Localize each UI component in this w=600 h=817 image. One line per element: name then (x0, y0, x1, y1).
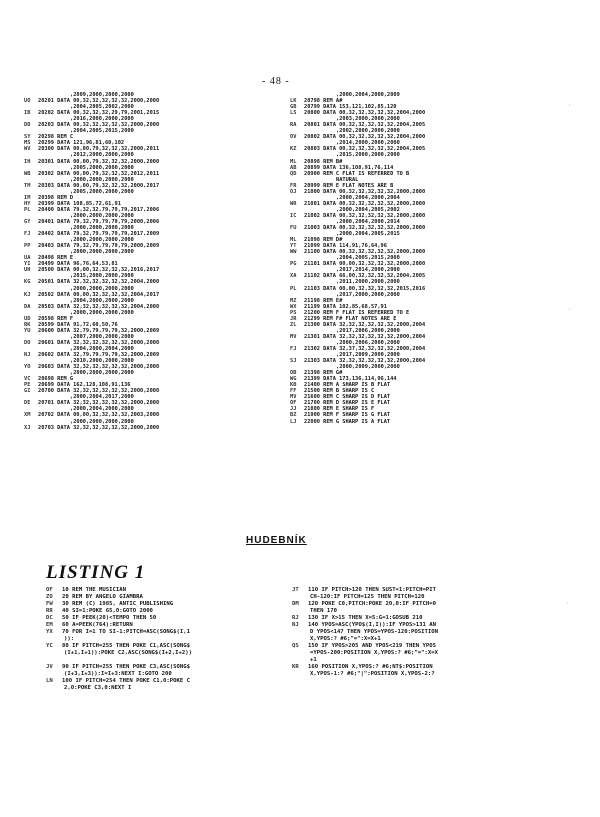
checksum-code: BZ (290, 412, 297, 419)
code-text: 21098 REM D# (304, 237, 343, 244)
code-text: 22000 REM G SHARP IS A FLAT (304, 418, 391, 425)
code-line (46, 636, 274, 643)
code-line (292, 671, 554, 678)
code-text: 160 POSITION X,YPOS:? #6;NT$:POSITION (308, 664, 433, 670)
code-text: ,2017,2014,2000,2000 (336, 267, 400, 274)
checksum-code: IB (24, 110, 31, 117)
code-text: 20498 REM E (38, 255, 74, 262)
code-text: ,2011,2000,2000,2000 (336, 279, 400, 286)
checksum-code: UH (24, 267, 31, 274)
code-text: 20501 DATA 32,32,32,32,32,32,2004,2000 (38, 279, 160, 286)
code-line (292, 622, 554, 629)
checksum-code: YT (290, 243, 297, 250)
checksum-code: YC (46, 643, 53, 649)
code-text: 21299 REM F# FLAT NOTES ARE E (304, 315, 397, 322)
code-text: ,2002,2000,2000,2000 (336, 128, 400, 135)
code-text: 21200 REM F FLAT IS REFERRED TO E (304, 309, 410, 316)
code-text: 20502 DATA 00,00,32,32,32,32,2004,2017 (38, 291, 160, 298)
code-text: 21000 DATA 00,32,32,32,32,32,2000,2000 (304, 188, 426, 195)
code-text: 130 IF X>15 THEN X=5:G=1:GOSUB 210 (308, 615, 423, 621)
code-text: 21102 DATA 66,00,32,32,32,32,2004,2005 (304, 273, 426, 280)
code-text: 21399 DATA 173,136,114,96,144 (304, 376, 397, 383)
code-text: 21300 DATA 32,32,32,32,32,32,2000,2004 (304, 321, 426, 328)
code-text: 20403 DATA 79,32,79,79,79,79,2000,2009 (38, 243, 160, 250)
code-text: 140 YPOS=ASC(YPO$(I,I)):IF YPOS>131 AN (308, 622, 436, 628)
code-line (46, 650, 274, 657)
checksum-code: EM (46, 622, 53, 628)
checksum-code: WG (290, 376, 297, 383)
code-text: 20701 DATA 32,32,32,32,32,32,2000,2000 (38, 400, 160, 407)
code-text: ,2000,2000,2000,2000 (70, 249, 134, 256)
checksum-code: PS (290, 309, 297, 316)
listing-column-left (24, 92, 282, 431)
checksum-code: JJ (290, 406, 297, 413)
code-text: 21100 DATA 00,32,32,32,32,32,2000,2000 (304, 249, 426, 256)
code-text: 2,0:POKE C3,0:NEXT I (64, 685, 132, 691)
code-line (46, 678, 274, 685)
code-text: 21103 DATA 00,00,32,32,32,32,2015,2016 (304, 285, 426, 292)
code-text: (I+1,I+1)):POKE C2,ASC(SONG$(I+2,I+2)) (64, 650, 192, 656)
checksum-code: RA (290, 122, 297, 129)
code-text: (I+3,I+3)):I=I+3:NEXT I:GOTO 200 (64, 671, 172, 677)
code-text: ,2000,2004,2000,2000 (70, 406, 134, 413)
checksum-code: NJ (292, 622, 299, 628)
code-text: ,2004,2000,2000,2000 (70, 297, 134, 304)
code-text: ,2007,2000,2000,2000 (70, 333, 134, 340)
checksum-code: AB (290, 164, 297, 171)
checksum-code: KR (292, 664, 299, 670)
code-text: 20500 DATA 00,00,32,32,32,32,2016,2017 (38, 267, 160, 274)
code-text: 21003 DATA 00,32,32,32,32,32,2000,2000 (304, 225, 426, 232)
code-text: ,2000,2000,2000,2000 (70, 237, 134, 244)
checksum-code: PE (24, 382, 31, 389)
code-line (292, 657, 554, 664)
code-text: 20800 DATA 00,32,32,32,32,32,2004,2000 (304, 110, 426, 117)
code-text: 21199 DATA 102,85,68,57,91 (304, 303, 387, 310)
code-text: 20299 DATA 121,96,81,60,102 (38, 140, 125, 147)
checksum-code: VC (24, 376, 31, 383)
listing-column-right (290, 92, 580, 425)
code-text: ,2000,2000,2000,2000 (70, 370, 134, 377)
code-text: 30 REM (C) 1985, ANTIC PUBLISHING (62, 601, 174, 607)
checksum-code: QS (292, 643, 299, 649)
checksum-code: WR (290, 200, 297, 207)
checksum-code: OB (290, 370, 297, 377)
code-text: 20398 REM D (38, 194, 74, 201)
code-text: ,2000,2004,2017,2000 (70, 394, 134, 401)
checksum-code: DC (46, 615, 53, 621)
code-text: ,2017,2006,2000,2000 (336, 327, 400, 334)
code-text: ,2017,2009,2000,2000 (336, 352, 400, 359)
code-text: ,2000,2004,2000,2014 (336, 218, 400, 225)
code-text: 21700 REM D SHARP IS E FLAT (304, 400, 391, 407)
code-text: 50 IF PEEK(20)<TEMPO THEN 50 (62, 615, 157, 621)
code-line (46, 615, 274, 622)
code-text: X,YPOS:? #6;"=":X=X+1 (310, 636, 381, 642)
code-text: 20801 DATA 00,32,32,32,32,32,2004,2005 (304, 122, 426, 129)
code-text: 10 REM THE MUSICIAN (62, 587, 126, 593)
checksum-code: MV (290, 333, 297, 340)
code-line (292, 643, 554, 650)
code-text: 20300 DATA 00,00,79,32,32,32,2000,2011 (38, 146, 160, 153)
code-line (46, 587, 274, 594)
checksum-code: WX (290, 303, 297, 310)
code-text: 20503 DATA 32,32,32,32,32,32,2004,2000 (38, 303, 160, 310)
code-text: 21001 DATA 00,32,32,32,32,32,2000,2000 (304, 200, 426, 207)
checksum-code: XJ (24, 424, 31, 431)
code-text: 20599 DATA 91,72,60,50,76 (38, 321, 118, 328)
code-text: ,2015,2000,2000,2000 (336, 152, 400, 159)
code-line (46, 622, 274, 629)
checksum-code: YX (46, 629, 53, 635)
code-text: ,2014,2000,2000,2000 (336, 140, 400, 147)
checksum-code: PL (24, 206, 31, 213)
code-text: NATURAL (336, 176, 359, 183)
code-text: 20799 DATA 153,121,102,85,120 (304, 104, 397, 111)
code-text: 110 IF PITCH>120 THEN SUST=1:PITCH=PIT (308, 587, 436, 593)
checksum-code: TM (24, 182, 31, 189)
checksum-code: RJ (292, 615, 299, 621)
code-text: ,2000,2000,2000,2000 (70, 418, 134, 425)
checksum-code: OF (290, 400, 297, 407)
code-text: 21301 DATA 32,32,32,32,32,32,2000,2004 (304, 333, 426, 340)
checksum-code: KJ (24, 291, 31, 298)
code-text: ,2004,2005,2015,2000 (70, 128, 134, 135)
code-text: 20301 DATA 00,00,79,32,32,32,2000,2000 (38, 158, 160, 165)
code-line (46, 629, 274, 636)
checksum-code: NJ (24, 352, 31, 359)
checksum-code: DO (24, 339, 31, 346)
code-text: =YPOS-200:POSITION X,YPOS:? #6;"=":X=X (310, 650, 438, 656)
code-line (292, 636, 554, 643)
checksum-code: DA (24, 303, 31, 310)
code-line (46, 657, 274, 664)
code-text: 21198 REM E# (304, 297, 343, 304)
code-text: ,2000,2000,2000,2000 (70, 225, 134, 232)
code-text: ,2003,2000,2000,2000 (336, 116, 400, 123)
code-text: ,2000,2006,2000,2000 (336, 339, 400, 346)
code-text: CH-120:IF PITCH=125 THEN PITCH=120 (310, 594, 425, 600)
code-text: 20603 DATA 32,32,32,32,32,32,2000,2000 (38, 364, 160, 371)
code-text: 20899 DATA 136,108,91,76,114 (304, 164, 394, 171)
checksum-code: HY (24, 200, 31, 207)
checksum-code: PP (24, 243, 31, 250)
checksum-code: KG (24, 279, 31, 286)
code-line (290, 419, 580, 425)
code-line (292, 650, 554, 657)
code-text: ,2000,2004,2000,2004 (336, 194, 400, 201)
code-text: 20698 REM G (38, 376, 74, 383)
margin-mark: · (568, 306, 572, 313)
code-line (292, 594, 554, 601)
code-line (46, 643, 274, 650)
code-text: ,2004,2005,2015,2000 (336, 255, 400, 262)
code-line (46, 664, 274, 671)
checksum-code: YO (24, 364, 31, 371)
code-line (46, 594, 274, 601)
code-text: ,2009,2000,2000,2000 (70, 92, 134, 98)
code-text: 21099 DATA 114,91,76,64,96 (304, 243, 387, 250)
code-text: ,2000,2000,2000,2000 (70, 176, 134, 183)
code-line (292, 587, 554, 594)
checksum-code: OF (46, 587, 53, 593)
code-text: 20203 DATA 00,32,32,32,32,32,2000,2000 (38, 122, 160, 129)
code-text: 20703 DATA 32,32,32,32,32,32,2000,2000 (38, 424, 160, 431)
code-text: 20803 DATA 00,32,32,32,32,32,2004,2005 (304, 146, 426, 153)
checksum-code: KB (290, 382, 297, 389)
listing-title: LISTING 1 (46, 562, 146, 583)
code-text: 20402 DATA 79,32,79,79,79,79,2017,2009 (38, 231, 160, 238)
checksum-code: MZ (290, 297, 297, 304)
code-text: 20898 REM B# (304, 158, 343, 165)
code-text: 20303 DATA 00,00,79,32,32,32,2000,2017 (38, 182, 160, 189)
checksum-code: PL (290, 285, 297, 292)
checksum-code: SJ (290, 358, 297, 365)
checksum-code: DE (24, 400, 31, 407)
code-text: 20702 DATA 00,00,32,32,32,32,2003,2000 (38, 412, 160, 419)
code-text: ,2016,2000,2000,2000 (70, 116, 134, 123)
checksum-code: LS (290, 110, 297, 117)
code-line (292, 608, 554, 615)
code-text: 40 SI=1:POKE 65,0:GOTO 2000 (62, 608, 153, 614)
code-text: 20400 DATA 79,32,32,79,79,79,2017,2006 (38, 206, 160, 213)
margin-mark: · (568, 102, 572, 109)
code-text: 80 IF PITCH=255 THEN POKE C1,ASC(SONG$ (62, 643, 190, 649)
code-text: 21400 REM A SHARP IS B FLAT (304, 382, 391, 389)
checksum-code: FU (290, 225, 297, 232)
checksum-code: WV (24, 146, 31, 153)
code-line (292, 601, 554, 608)
checksum-code: JV (46, 664, 53, 670)
checksum-code: IC (290, 212, 297, 219)
code-text: 20202 DATA 00,32,32,32,29,79,2001,2015 (38, 110, 160, 117)
checksum-code: FJ (290, 345, 297, 352)
code-text: 20601 DATA 32,32,32,32,32,32,2000,2000 (38, 339, 160, 346)
code-text: D YPOS<147 THEN YPOS=YPOS-120:POSITION (310, 629, 438, 635)
code-text: 20399 DATA 108,85,72,61,91 (38, 200, 121, 207)
code-text: 100 IF PITCH=254 THEN POKE C1,0:POKE C (62, 678, 190, 684)
code-line (46, 601, 274, 608)
checksum-code: YI (24, 261, 31, 268)
code-text: 20401 DATA 79,32,79,79,79,79,2000,2006 (38, 218, 160, 225)
code-line (24, 425, 282, 431)
checksum-code: LJ (290, 418, 297, 425)
code-text: 21900 REM F SHARP IS G FLAT (304, 412, 391, 419)
checksum-code: KZ (290, 146, 297, 153)
code-text: ,2000,2004,2005,2002 (336, 206, 400, 213)
checksum-code: FJ (24, 231, 31, 238)
code-text: ,2000,2000,2000,2000 (70, 309, 134, 316)
code-text: ,2005,2000,2000,2000 (70, 188, 134, 195)
code-text: 20999 REM E FLAT NOTES ARE B (304, 182, 394, 189)
code-text: ,2000,2000,2000,2000 (70, 285, 134, 292)
article-heading: HUDEBNÍK (246, 535, 307, 546)
code-text: 20900 REM C FLAT IS REFERRED TO B (304, 170, 410, 177)
code-text: 20600 DATA 32,79,79,79,79,32,2000,2009 (38, 327, 160, 334)
code-line (292, 629, 554, 636)
checksum-code: ML (290, 237, 297, 244)
code-text: 20201 DATA 00,32,32,32,32,32,2000,2000 (38, 98, 160, 105)
checksum-code: GY (24, 218, 31, 225)
checksum-code: WW (290, 249, 297, 256)
code-text: 20499 DATA 96,76,64,53,81 (38, 261, 118, 268)
checksum-code: ZO (46, 594, 53, 600)
checksum-code: MS (24, 140, 31, 147)
code-line (46, 608, 274, 615)
code-text: 20598 REM F (38, 315, 74, 322)
checksum-code: WB (24, 170, 31, 177)
code-text: 20802 DATA 00,32,32,32,32,32,2004,2000 (304, 134, 426, 141)
code-text: 20298 REM C (38, 134, 74, 141)
code-text: 21101 DATA 00,00,32,32,32,32,2000,2000 (304, 261, 426, 268)
code-text: ,2012,2000,2000,2000 (70, 152, 134, 159)
checksum-code: YU (24, 327, 31, 334)
code-text: 90 IF PITCH=255 THEN POKE C3,ASC(SONG$ (62, 664, 190, 670)
checksum-code: RK (24, 321, 31, 328)
checksum-code: XA (290, 273, 297, 280)
checksum-code: MV (290, 394, 297, 401)
checksum-code: JR (290, 315, 297, 322)
code-text: 21800 REM E SHARP IS F (304, 406, 375, 413)
code-line (46, 685, 274, 692)
code-text: 21500 REM B SHARP IS C (304, 388, 375, 395)
checksum-code: UO (24, 98, 31, 105)
checksum-code: FF (290, 388, 297, 395)
code-text: X,YPOS-1:? #6;"|":POSITION X,YPOS-2:? (310, 671, 435, 677)
checksum-code: OV (290, 134, 297, 141)
checksum-code: DM (292, 601, 299, 607)
code-text: 21302 DATA 32,37,32,32,32,32,2000,2004 (304, 345, 426, 352)
checksum-code: UD (24, 315, 31, 322)
checksum-code: ZL (290, 321, 297, 328)
code-line (46, 671, 274, 678)
code-text: ,2000,2009,2000,2000 (336, 364, 400, 371)
code-text: +1 (310, 657, 317, 663)
code-text: ,2010,2000,2000,2000 (70, 358, 134, 365)
code-text: ,2015,2000,2000,2000 (70, 273, 134, 280)
code-text: 70 FOR I=1 TO SI-1:PITCH=ASC(SONG$(I,1 (62, 629, 190, 635)
checksum-code: RR (46, 608, 53, 614)
checksum-code: XM (24, 412, 31, 419)
code-text: ,2004,2005,2002,2000 (70, 104, 134, 111)
code-text: 21303 DATA 32,32,32,32,32,32,2000,2004 (304, 358, 426, 365)
checksum-code: JT (292, 587, 299, 593)
code-text: ,2000,2000,2000,2000 (70, 212, 134, 219)
checksum-code: ML (290, 158, 297, 165)
checksum-code: GI (24, 388, 31, 395)
checksum-code: SY (24, 134, 31, 141)
margin-mark: · (566, 600, 570, 607)
code-text: ,2004,2000,2004,2000 (70, 345, 134, 352)
code-text: ,2017,2000,2000,2000 (336, 291, 400, 298)
code-text: ,2000,2004,2000,2009 (336, 92, 400, 98)
code-text: 21002 DATA 00,32,32,32,32,32,2000,2000 (304, 212, 426, 219)
checksum-code: FR (290, 182, 297, 189)
checksum-code: OJ (290, 188, 297, 195)
code-text: 20700 DATA 32,32,32,32,32,32,2000,2000 (38, 388, 160, 395)
checksum-code: GB (290, 104, 297, 111)
program-listing-right (292, 587, 554, 678)
code-text: 21600 REM C SHARP IS D FLAT (304, 394, 391, 401)
checksum-code: IH (24, 158, 31, 165)
code-text: 60 A=PEEK(764):RETURN (62, 622, 133, 628)
checksum-code: DD (24, 122, 31, 129)
code-text: ,2000,2004,2005,2015 (336, 231, 400, 238)
checksum-code: IM (24, 194, 31, 201)
code-text: 20602 DATA 32,79,79,79,79,32,2000,2009 (38, 352, 160, 359)
checksum-code: LK (290, 98, 297, 105)
checksum-code: FW (46, 601, 53, 607)
code-text: 20302 DATA 00,00,79,32,32,32,2012,2011 (38, 170, 160, 177)
page-number: - 48 - (262, 76, 290, 87)
checksum-code: QD (290, 170, 297, 177)
code-text: 20699 DATA 162,128,108,91,136 (38, 382, 131, 389)
code-line (292, 664, 554, 671)
program-listing-left (46, 587, 274, 692)
code-text: THEN 170 (310, 608, 337, 614)
checksum-code: LN (46, 678, 53, 684)
code-text: 120 POKE C0,PITCH:POKE 20,0:IF PITCH=0 (308, 601, 436, 607)
code-text: 21398 REM G# (304, 370, 343, 377)
checksum-code: UA (24, 255, 31, 262)
code-text: 20798 REM A# (304, 98, 343, 105)
code-text: 20 REM BY ANGELO GIAMBRA (62, 594, 143, 600)
checksum-code: PG (290, 261, 297, 268)
code-text: )): (64, 636, 75, 642)
code-text: 150 IF YPOS>205 AND YPOS<219 THEN YPOS (308, 643, 436, 649)
code-text: ,2005,2000,2000,2000 (70, 164, 134, 171)
code-line (292, 615, 554, 622)
